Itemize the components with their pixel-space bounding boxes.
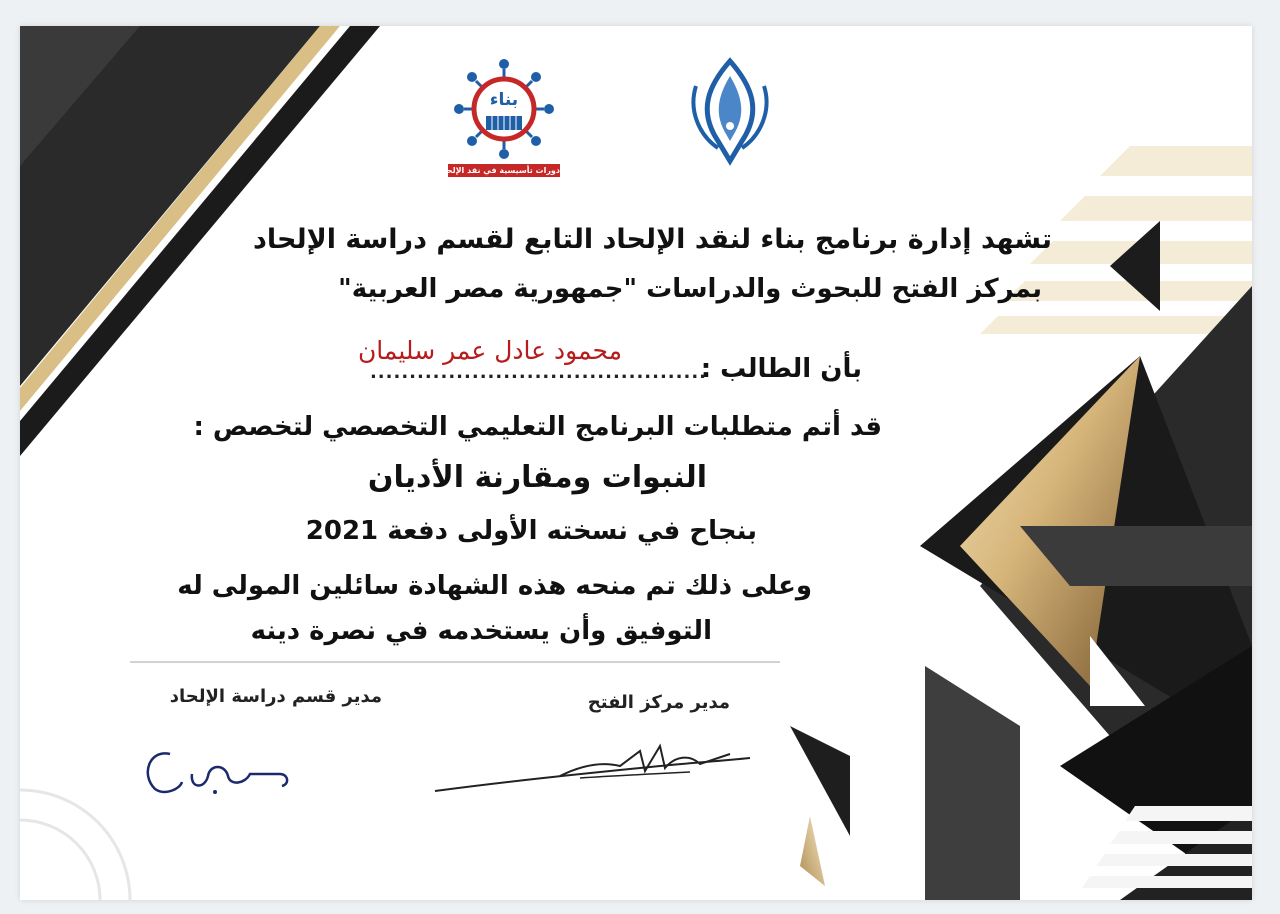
grant-line-2: التوفيق وأن يستخدمه في نصرة دينه bbox=[250, 616, 712, 646]
binaa-logo-name: بناء bbox=[489, 90, 519, 110]
fountain-pen-flame-logo-icon bbox=[688, 56, 772, 166]
signature-title-left: مدير قسم دراسة الإلحاد bbox=[169, 686, 382, 707]
certificate-card bbox=[20, 26, 1252, 900]
bottom-dark-wedge bbox=[790, 726, 850, 836]
completed-line: قد أتم متطلبات البرنامج التعليمي التخصصي لتخصص : bbox=[193, 412, 882, 442]
student-label: بأن الطالب : bbox=[700, 354, 862, 384]
fath-logo bbox=[688, 56, 772, 166]
student-name: محمود عادل عمر سليمان bbox=[357, 336, 622, 365]
bottom-left-circles bbox=[20, 790, 130, 900]
bottom-gray-block bbox=[925, 666, 1020, 900]
grant-line-1: وعلى ذلك تم منحه هذه الشهادة سائلين المولى له bbox=[177, 571, 812, 601]
specialty: النبوات ومقارنة الأديان bbox=[367, 460, 707, 495]
binaa-logo bbox=[439, 54, 564, 184]
signature-title-right: مدير مركز الفتح bbox=[587, 692, 730, 713]
signature-right-icon bbox=[430, 736, 760, 806]
success-line: بنجاح في نسخته الأولى دفعة 2021 bbox=[305, 516, 757, 546]
intro-line-1: تشهد إدارة برنامج بناء لنقد الإلحاد التابع لقسم دراسة الإلحاد bbox=[253, 224, 1052, 255]
bottom-gold-sliver bbox=[800, 816, 825, 886]
signature-left-icon bbox=[130, 734, 330, 804]
binaa-logo-label: دورات تأسيسية في نقد الإلحاد bbox=[439, 166, 560, 175]
intro-line-2: بمركز الفتح للبحوث والدراسات "جمهورية مصر العربية" bbox=[338, 274, 1042, 304]
student-dots: ........................................... bbox=[369, 362, 707, 383]
